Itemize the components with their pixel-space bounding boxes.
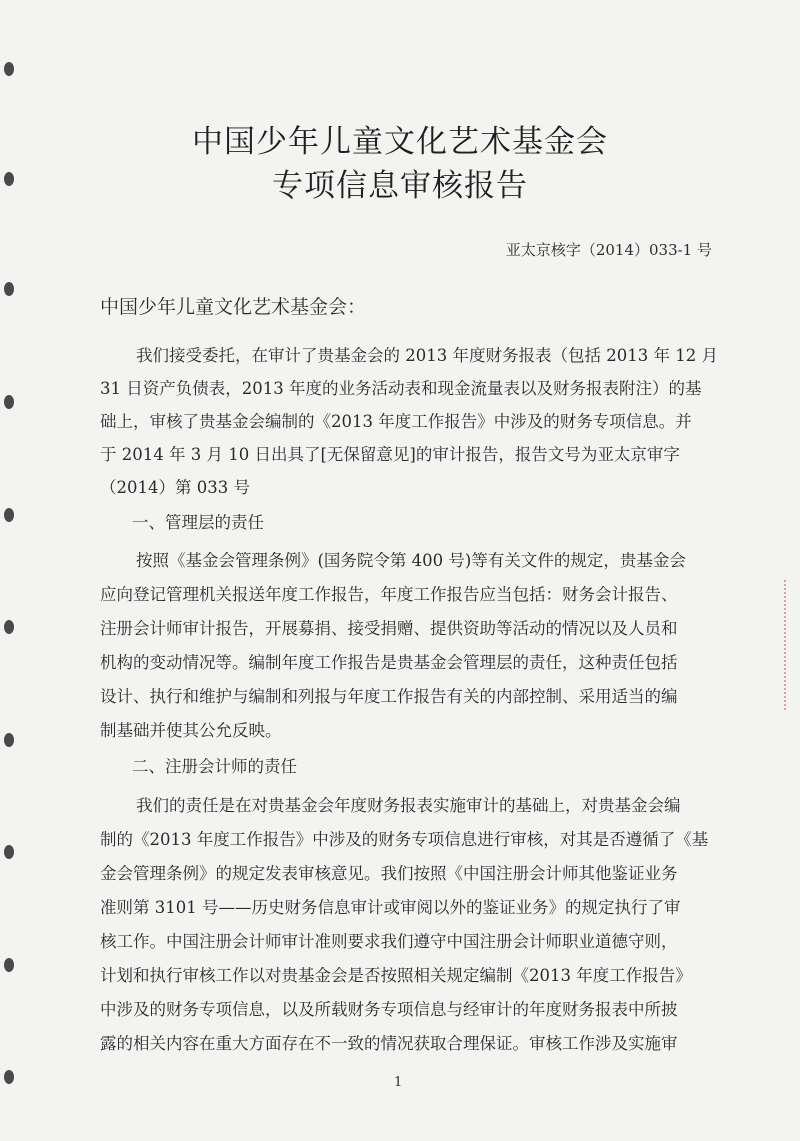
paragraph1-line: （2014）第 033 号: [100, 478, 250, 497]
seal-stamp-edge: [784, 580, 800, 710]
paragraph2-line: 应向登记管理机关报送年度工作报告，年度工作报告应当包括：财务会计报告、: [100, 585, 678, 604]
paragraph3-line: 制的《2013 年度工作报告》中涉及的财务专项信息进行审核，对其是否遵循了《基: [100, 830, 709, 849]
paragraph3-line: 准则第 3101 号——历史财务信息审计或审阅以外的鉴证业务》的规定执行了审: [100, 898, 681, 917]
paragraph3-line: 金会管理条例》的规定发表审核意见。我们按照《中国注册会计师其他鉴证业务: [100, 864, 678, 883]
punch-hole-icon: [4, 845, 14, 859]
paragraph2-line: 机构的变动情况等。编制年度工作报告是贵基金会管理层的责任，这种责任包括: [100, 653, 678, 672]
paragraph3-line: 中涉及的财务专项信息，以及所载财务专项信息与经审计的年度财务报表中所披: [100, 1000, 678, 1019]
paragraph3-line: 我们的责任是在对贵基金会年度财务报表实施审计的基础上，对贵基金会编: [136, 796, 681, 815]
paragraph1-line: 31 日资产负债表，2013 年度的业务活动表和现金流量表以及财务报表附注）的基: [100, 379, 702, 398]
paragraph1-line: 我们接受委托，在审计了贵基金会的 2013 年度财务报表（包括 2013 年 12 月: [136, 346, 718, 365]
paragraph2-line: 按照《基金会管理条例》(国务院令第 400 号)等有关文件的规定，贵基金会: [136, 551, 686, 570]
punch-hole-icon: [4, 395, 14, 409]
paragraph1-line: 于 2014 年 3 月 10 日出具了[无保留意见]的审计报告，报告文号为亚太京审字: [100, 445, 680, 464]
paragraph1-line: 础上，审核了贵基金会编制的《2013 年度工作报告》中涉及的财务专项信息。并: [100, 412, 692, 431]
page-number: 1: [394, 1075, 403, 1090]
punch-hole-icon: [4, 958, 14, 972]
punch-hole-icon: [4, 1070, 14, 1084]
punch-hole-icon: [4, 62, 14, 76]
paragraph3-line: 计划和执行审核工作以对贵基金会是否按照相关规定编制《2013 年度工作报告》: [100, 966, 692, 985]
document-title-line1: 中国少年儿童文化艺术基金会: [192, 124, 608, 160]
punch-hole-icon: [4, 620, 14, 634]
punch-hole-icon: [4, 282, 14, 296]
document-title-line2: 专项信息审核报告: [272, 168, 528, 204]
paragraph3-line: 露的相关内容在重大方面存在不一致的情况获取合理保证。审核工作涉及实施审: [100, 1034, 678, 1053]
paragraph3-line: 核工作。中国注册会计师审计准则要求我们遵守中国注册会计师职业道德守则，: [100, 932, 678, 951]
reference-number: 亚太京核字（2014）033-1 号: [505, 241, 712, 259]
section-heading-management: 一、管理层的责任: [132, 513, 264, 532]
punch-hole-icon: [4, 733, 14, 747]
paragraph2-line: 制基础并使其公允反映。: [100, 721, 282, 740]
paragraph2-line: 设计、执行和维护与编制和列报与年度工作报告有关的内部控制、采用适当的编: [100, 687, 678, 706]
section-heading-cpa: 二、注册会计师的责任: [132, 757, 297, 776]
addressee: 中国少年儿童文化艺术基金会：: [100, 296, 367, 318]
punch-hole-icon: [4, 508, 14, 522]
paragraph2-line: 注册会计师审计报告，开展募捐、接受捐赠、提供资助等活动的情况以及人员和: [100, 619, 678, 638]
